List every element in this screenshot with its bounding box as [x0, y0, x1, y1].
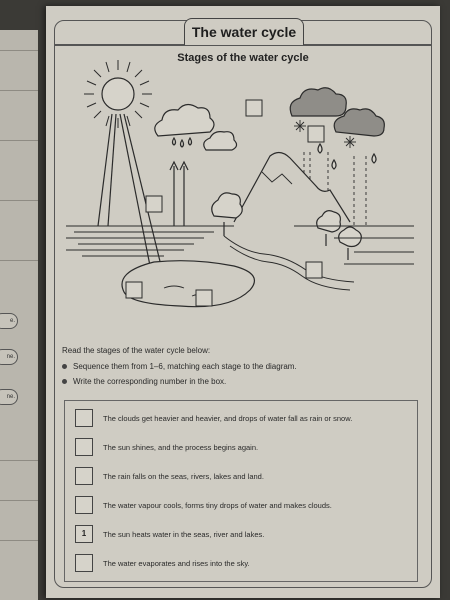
stage-text: The sun shines, and the process begins again. — [103, 442, 259, 452]
instruction-bullet — [62, 377, 297, 386]
answer-box[interactable] — [75, 438, 93, 456]
bullet-icon — [62, 379, 67, 384]
answer-pill: ne. — [0, 349, 18, 365]
page-rule — [0, 260, 38, 261]
diagram-subtitle: Stages of the water cycle — [177, 52, 309, 64]
instruction-bullet — [62, 362, 297, 371]
answer-box[interactable] — [75, 496, 93, 514]
stage-text: The rain falls on the seas, rivers, lakes and land. — [103, 471, 264, 481]
adjacent-page — [0, 30, 38, 600]
answer-box[interactable]: 1 — [75, 525, 93, 543]
instructions-lead: Read the stages of the water cycle below: — [62, 346, 211, 355]
page-rule — [0, 50, 38, 51]
answer-box[interactable] — [75, 467, 93, 485]
answer-box[interactable] — [75, 409, 93, 427]
stage-text: The clouds get heavier and heavier, and drops of water fall as rain or snow. — [103, 413, 353, 423]
page-title: The water cycle — [184, 18, 304, 45]
stage-text: The water evaporates and rises into the sky. — [103, 558, 250, 568]
cloud-icon — [155, 104, 237, 150]
rain-cloud-icon — [290, 88, 384, 136]
raindrop-icon — [318, 144, 376, 169]
list-item — [75, 494, 332, 516]
answer-pill: e. — [0, 313, 18, 329]
answer-box[interactable] — [75, 554, 93, 572]
bullet-icon — [62, 364, 67, 369]
stages-list — [64, 400, 418, 582]
list-item — [75, 465, 264, 487]
page-rule — [0, 200, 38, 201]
page-rule — [0, 460, 38, 461]
stage-text: The sun heats water in the seas, river and lakes. — [103, 529, 265, 539]
water-cycle-diagram — [54, 56, 432, 336]
droplet-icon — [173, 138, 192, 147]
sea-lines — [66, 226, 414, 264]
page-rule — [0, 540, 38, 541]
list-item — [75, 407, 352, 429]
answer-pill: ne. — [0, 389, 18, 405]
instruction-text: Write the corresponding number in the box. — [73, 377, 227, 386]
page-rule — [0, 90, 38, 91]
list-item — [75, 523, 264, 545]
sun-icon — [84, 60, 166, 286]
instruction-text: Sequence them from 1–6, matching each stage to the diagram. — [73, 362, 297, 371]
instructions — [62, 346, 297, 392]
list-item — [75, 436, 258, 458]
evaporation-arrow-icon — [170, 162, 188, 226]
stage-text: The water vapour cools, forms tiny drops of water and makes clouds. — [103, 500, 332, 510]
list-item — [75, 552, 250, 574]
page-rule — [0, 140, 38, 141]
page-rule — [0, 500, 38, 501]
worksheet-page — [46, 6, 440, 598]
